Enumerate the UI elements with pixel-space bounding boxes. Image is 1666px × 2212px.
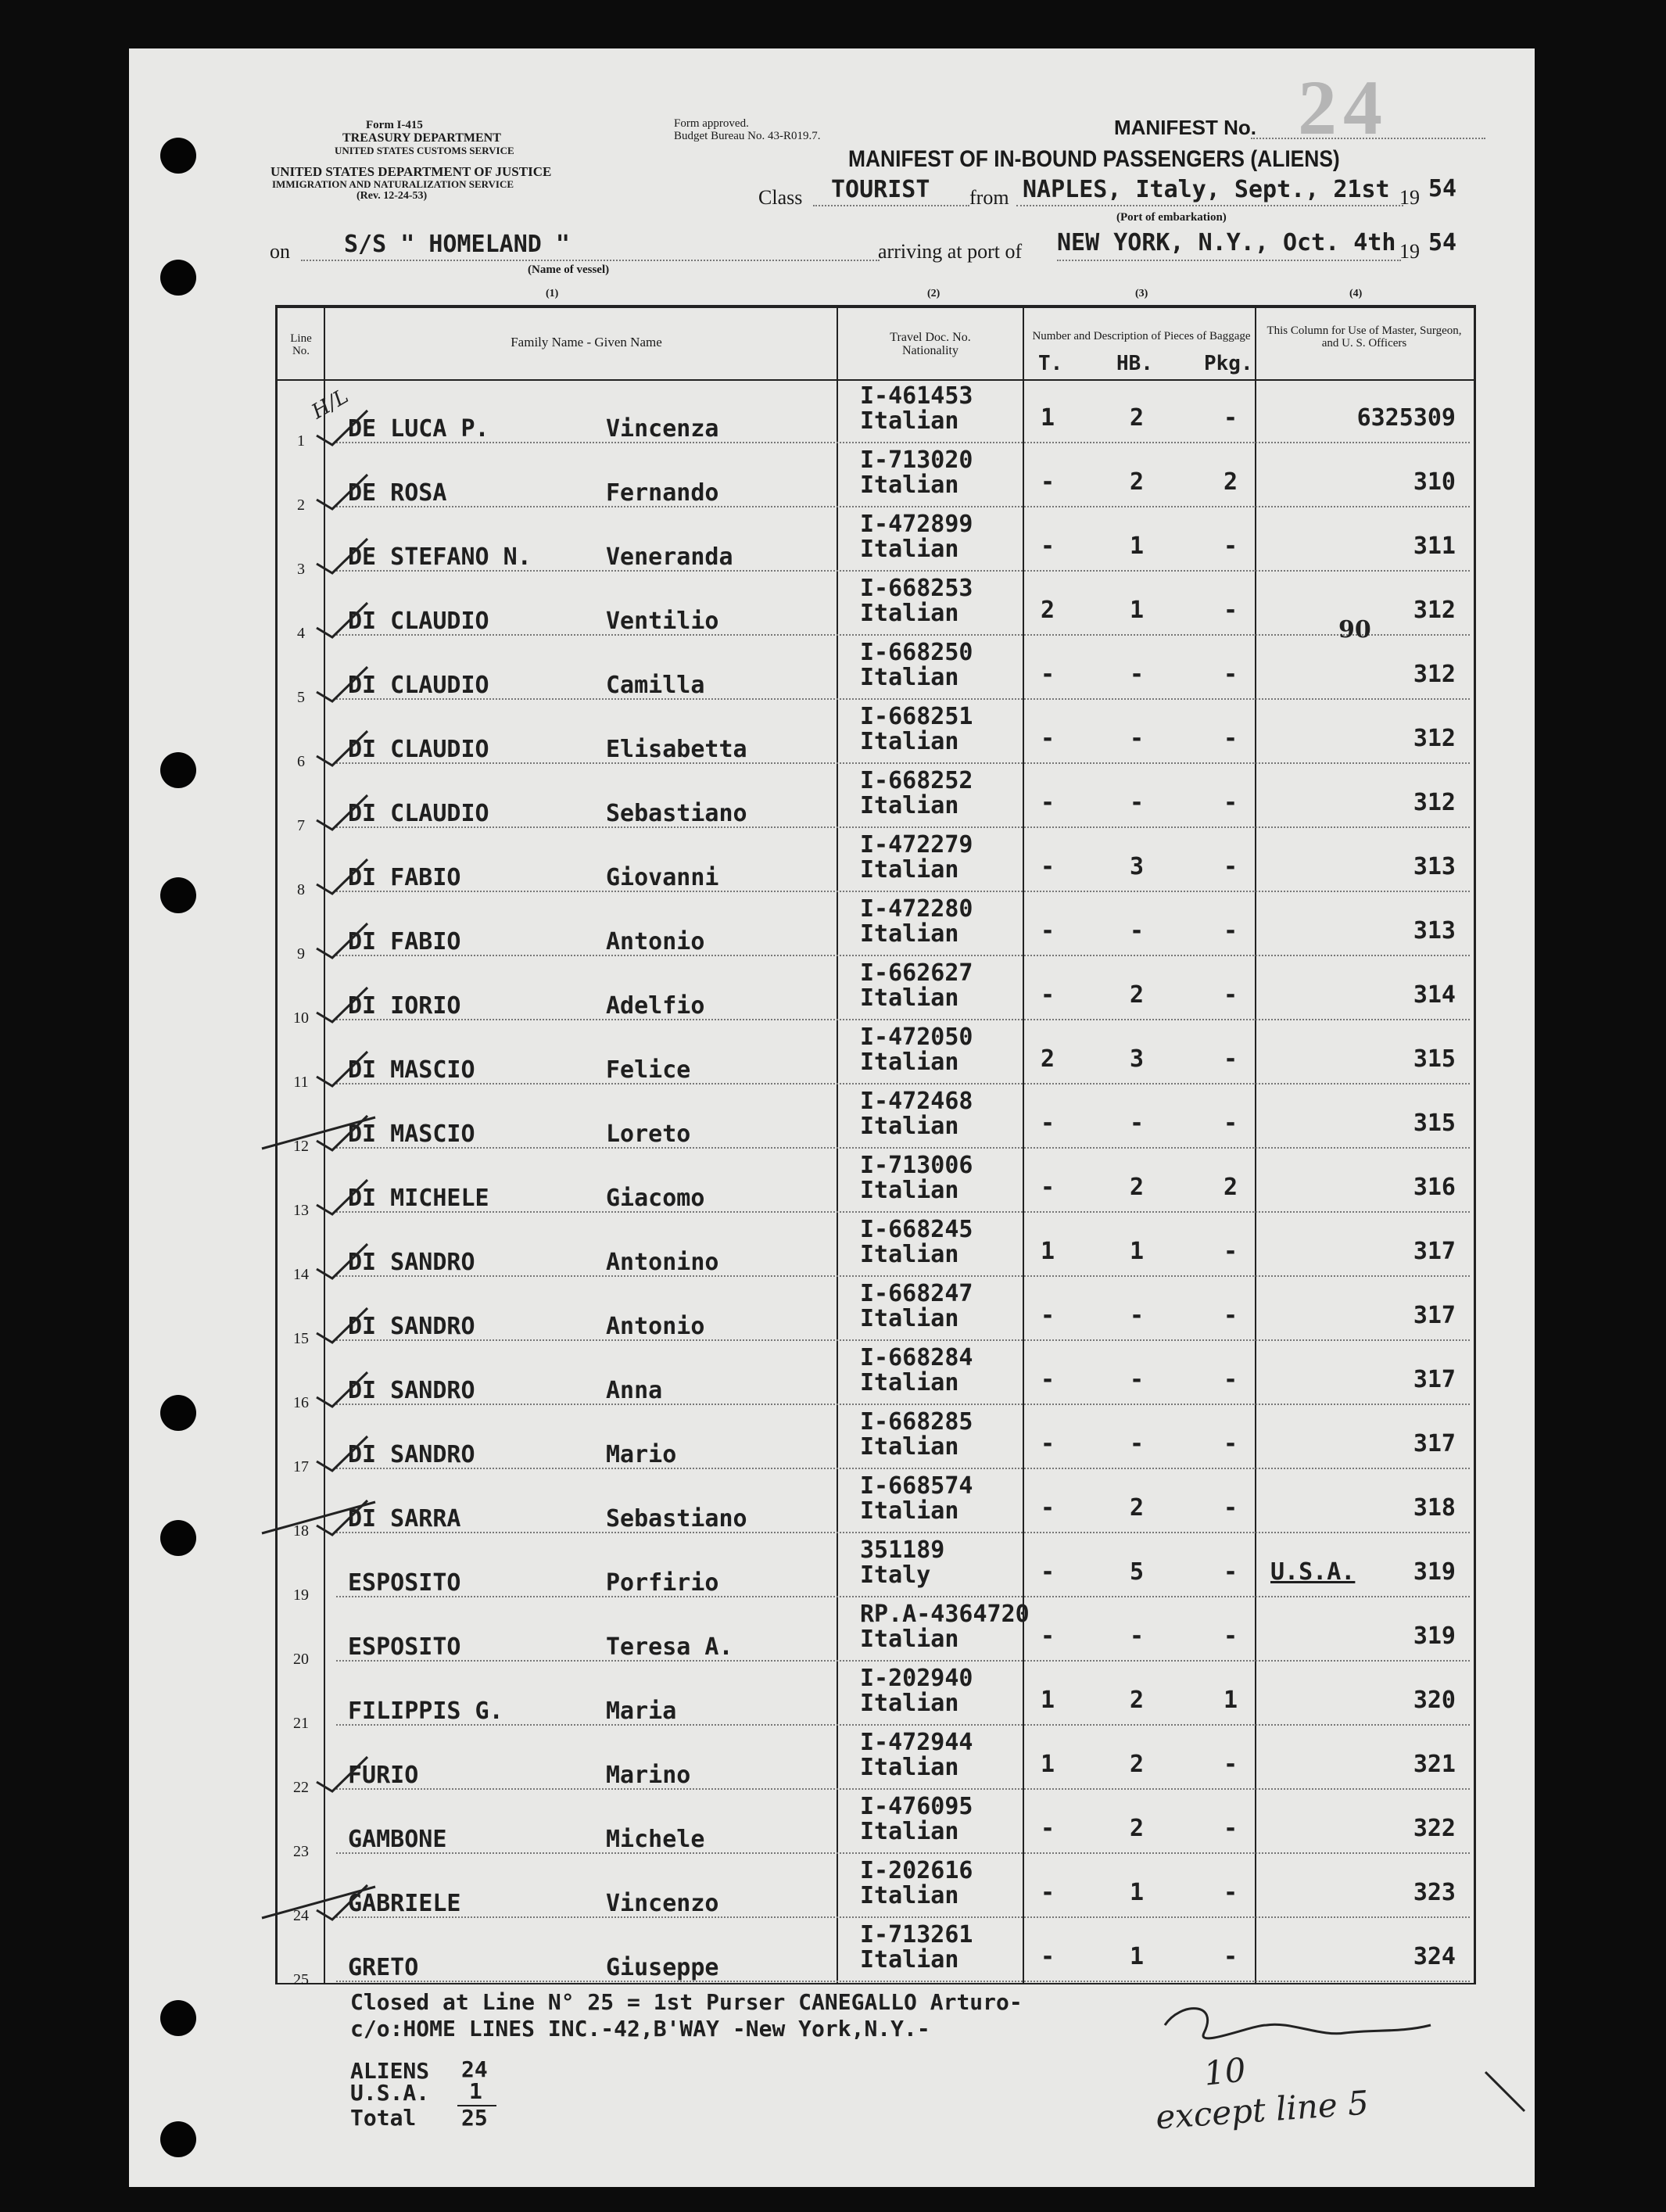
row-given-name: Mario <box>606 1441 677 1468</box>
row-family-name: DI MASCIO <box>348 1056 475 1084</box>
row-given-name: Adelfio <box>606 992 705 1020</box>
row-baggage-pkg: - <box>1223 1751 1238 1778</box>
row-line-number: 22 <box>293 1779 309 1796</box>
row-given-name: Maria <box>606 1698 677 1725</box>
col-num-2: (2) <box>927 288 940 299</box>
row-line-number: 2 <box>297 497 305 514</box>
row-nationality: Italian <box>860 1177 959 1204</box>
row-baggage-hb: - <box>1129 1430 1145 1457</box>
row-nationality: Italian <box>860 1369 959 1396</box>
row-given-name: Ventilio <box>606 608 719 635</box>
row-family-name: DI FABIO <box>348 928 461 955</box>
row-baggage-hb: - <box>1129 1622 1145 1650</box>
row-baggage-hb: 1 <box>1129 1879 1145 1906</box>
row-baggage-hb: 3 <box>1129 1045 1145 1073</box>
row-officer-number: 317 <box>1413 1302 1456 1329</box>
row-nationality: Italian <box>860 1433 959 1461</box>
row-family-name: ESPOSITO <box>348 1633 461 1661</box>
pen-stroke <box>1485 2072 1524 2111</box>
stamp-number: 24 <box>1298 64 1388 151</box>
ins-service: IMMIGRATION AND NATURALIZATION SERVICE <box>272 178 514 190</box>
row-baggage-t: 1 <box>1040 1687 1055 1714</box>
row-line-number: 14 <box>293 1266 309 1283</box>
row-line-number: 25 <box>293 1971 309 1988</box>
row-line-number: 1 <box>297 432 305 450</box>
row-baggage-pkg: - <box>1223 1815 1238 1842</box>
row-baggage-pkg: - <box>1223 1558 1238 1586</box>
row-travel-doc: I-472899 <box>860 511 973 538</box>
row-given-name: Giovanni <box>606 864 719 891</box>
row-baggage-t: - <box>1040 1430 1055 1457</box>
row-family-name: DI CLAUDIO <box>348 736 489 763</box>
from-value: NAPLES, Italy, Sept., 21st <box>1023 176 1390 203</box>
row-family-name: DI SANDRO <box>348 1249 475 1276</box>
row-baggage-pkg: - <box>1223 404 1238 432</box>
row-travel-doc: I-472468 <box>860 1088 973 1115</box>
row-given-name: Vincenza <box>606 415 719 443</box>
check-mark <box>317 795 367 830</box>
row-travel-doc: I-668247 <box>860 1280 973 1307</box>
row-line-number: 5 <box>297 689 305 706</box>
row-travel-doc: RP.A-4364720 <box>860 1601 1030 1628</box>
col-header-t: T. <box>1038 352 1063 375</box>
row-nationality: Italian <box>860 984 959 1012</box>
row-officer-number: 320 <box>1413 1687 1456 1714</box>
row-travel-doc: 351189 <box>860 1536 945 1564</box>
usa-count: 1 <box>469 2078 482 2104</box>
row-baggage-pkg: 2 <box>1223 1174 1238 1201</box>
row-baggage-hb: 2 <box>1129 1815 1145 1842</box>
check-mark <box>317 988 367 1022</box>
row-officer-number: 323 <box>1413 1879 1456 1906</box>
row-travel-doc: I-713261 <box>860 1921 973 1948</box>
row-baggage-pkg: - <box>1223 1943 1238 1970</box>
row-nationality: Italian <box>860 1113 959 1140</box>
arriving-label: arriving at port of <box>878 240 1023 263</box>
row-officer-number: 316 <box>1413 1174 1456 1201</box>
row-baggage-hb: 5 <box>1129 1558 1145 1586</box>
row-family-name: ESPOSITO <box>348 1569 461 1597</box>
row-family-name: DE STEFANO N. <box>348 543 532 571</box>
col-num-3: (3) <box>1135 288 1148 299</box>
row-travel-doc: I-713006 <box>860 1152 973 1179</box>
row-officer-number: 317 <box>1413 1366 1456 1393</box>
row-officer-number: 319 <box>1413 1622 1456 1650</box>
row-nationality: Italy <box>860 1561 931 1589</box>
year-2: 54 <box>1428 229 1457 256</box>
row-line-number: 16 <box>293 1394 309 1411</box>
check-mark <box>317 603 367 637</box>
budget-bureau: Budget Bureau No. 43-R019.7. <box>674 130 821 142</box>
row-family-name: FURIO <box>348 1762 419 1789</box>
row-given-name: Elisabetta <box>606 736 747 763</box>
row-travel-doc: I-472279 <box>860 831 973 859</box>
row-nationality: Italian <box>860 1305 959 1332</box>
total-count: 25 <box>461 2105 488 2131</box>
row-baggage-t: - <box>1040 1622 1055 1650</box>
row-family-name: DI MICHELE <box>348 1185 489 1212</box>
bottom-number: 10 <box>1202 2050 1248 2093</box>
row-line-number: 9 <box>297 945 305 963</box>
row-travel-doc: I-461453 <box>860 382 973 410</box>
row-family-name: DI SARRA <box>348 1505 461 1533</box>
form-approved: Form approved. <box>674 117 749 130</box>
row-travel-doc: I-668574 <box>860 1472 973 1500</box>
on-label: on <box>270 240 290 263</box>
year-prefix-1: 19 <box>1399 186 1420 209</box>
row-line-number: 19 <box>293 1586 309 1604</box>
row-family-name: DI SANDRO <box>348 1377 475 1404</box>
col-header-line-no: Line No. <box>290 332 312 357</box>
col-header-travel-doc: Travel Doc. No. Nationality <box>890 331 971 357</box>
row-baggage-hb: - <box>1129 789 1145 816</box>
row-nationality: Italian <box>860 664 959 691</box>
row-officer-number: 318 <box>1413 1494 1456 1522</box>
row-travel-doc: I-472944 <box>860 1729 973 1756</box>
row-officer-number: 314 <box>1413 981 1456 1009</box>
purser-address: c/o:HOME LINES INC.-42,B'WAY -New York,N.Y.- <box>350 2016 930 2042</box>
col-header-hb: HB. <box>1116 352 1153 375</box>
check-mark <box>317 1052 367 1086</box>
row-family-name: DI MASCIO <box>348 1120 475 1148</box>
row-given-name: Marino <box>606 1762 691 1789</box>
vessel-name: S/S " HOMELAND " <box>344 231 570 258</box>
row-nationality: Italian <box>860 792 959 819</box>
class-value: TOURIST <box>831 176 930 203</box>
row-nationality: Italian <box>860 1882 959 1909</box>
row-family-name: GAMBONE <box>348 1826 447 1853</box>
total-label: Total <box>350 2105 417 2131</box>
dept-treasury: TREASURY DEPARTMENT <box>342 131 501 145</box>
row-nationality: Italian <box>860 920 959 948</box>
row-given-name: Loreto <box>606 1120 691 1148</box>
check-mark <box>317 859 367 894</box>
row-baggage-t: 1 <box>1040 1751 1055 1778</box>
strike-mark <box>262 1887 375 1918</box>
row-baggage-t: 1 <box>1040 404 1055 432</box>
row-nationality: Italian <box>860 1818 959 1845</box>
row-nationality: Italian <box>860 728 959 755</box>
arrival-value: NEW YORK, N.Y., Oct. 4th <box>1057 229 1396 256</box>
row-baggage-t: - <box>1040 1366 1055 1393</box>
row-baggage-t: - <box>1040 725 1055 752</box>
row-officer-number: 311 <box>1413 532 1456 560</box>
row-family-name: DE ROSA <box>348 479 447 507</box>
row-travel-doc: I-476095 <box>860 1793 973 1820</box>
row-travel-doc: I-668284 <box>860 1344 973 1371</box>
dept-justice: UNITED STATES DEPARTMENT OF JUSTICE <box>271 164 552 179</box>
customs-service: UNITED STATES CUSTOMS SERVICE <box>335 145 514 156</box>
row-family-name: DI CLAUDIO <box>348 672 489 699</box>
year-prefix-2: 19 <box>1399 240 1420 263</box>
row-baggage-t: 2 <box>1040 1045 1055 1073</box>
col-num-1: (1) <box>546 288 559 299</box>
row-baggage-pkg: - <box>1223 1045 1238 1073</box>
row-baggage-hb: 2 <box>1129 468 1145 496</box>
row-travel-doc: I-662627 <box>860 959 973 987</box>
row4-mark: 90 <box>1338 616 1371 644</box>
row-baggage-pkg: - <box>1223 1302 1238 1329</box>
row-family-name: GABRIELE <box>348 1890 461 1917</box>
row-officer-number: 317 <box>1413 1238 1456 1265</box>
row-line-number: 7 <box>297 817 305 834</box>
row-family-name: GRETO <box>348 1954 419 1981</box>
check-mark <box>317 1244 367 1278</box>
hl-annotation: H/L <box>307 384 353 425</box>
form-number: Form I-415 <box>366 119 423 131</box>
row-nationality: Italian <box>860 1754 959 1781</box>
check-mark <box>317 667 367 701</box>
row-family-name: DI CLAUDIO <box>348 608 489 635</box>
row-nationality: Italian <box>860 1626 959 1653</box>
row-travel-doc: I-713020 <box>860 446 973 474</box>
row-given-name: Anna <box>606 1377 663 1404</box>
row-baggage-pkg: - <box>1223 1430 1238 1457</box>
row-baggage-pkg: - <box>1223 661 1238 688</box>
check-mark <box>317 731 367 765</box>
row-officer-number: 310 <box>1413 468 1456 496</box>
row-baggage-hb: 3 <box>1129 853 1145 880</box>
row-given-name: Antonio <box>606 1313 705 1340</box>
row-baggage-hb: - <box>1129 1366 1145 1393</box>
row-officer-number: 312 <box>1413 597 1456 624</box>
row-nationality: Italian <box>860 856 959 884</box>
from-label: from <box>969 186 1009 209</box>
row-family-name: DI SANDRO <box>348 1313 475 1340</box>
row-officer-number: 313 <box>1413 853 1456 880</box>
row-nationality: Italian <box>860 407 959 435</box>
row-baggage-t: - <box>1040 917 1055 945</box>
row-baggage-hb: - <box>1129 661 1145 688</box>
row-given-name: Felice <box>606 1056 691 1084</box>
row-line-number: 11 <box>293 1074 309 1091</box>
row-baggage-t: - <box>1040 468 1055 496</box>
row-given-name: Giuseppe <box>606 1954 719 1981</box>
row-baggage-t: - <box>1040 1494 1055 1522</box>
row-nationality: Italian <box>860 1497 959 1525</box>
row-given-name: Fernando <box>606 479 719 507</box>
bottom-note: except line 5 <box>1154 2083 1370 2137</box>
row-baggage-hb: 2 <box>1129 1751 1145 1778</box>
row-family-name: DI SANDRO <box>348 1441 475 1468</box>
row-family-name: DE LUCA P. <box>348 415 489 443</box>
col-num-4: (4) <box>1349 288 1363 299</box>
row-baggage-pkg: - <box>1223 853 1238 880</box>
row-travel-doc: I-668250 <box>860 639 973 666</box>
row-baggage-pkg: - <box>1223 532 1238 560</box>
row-officer-number: 321 <box>1413 1751 1456 1778</box>
row-officer-number: 312 <box>1413 725 1456 752</box>
row-line-number: 15 <box>293 1330 309 1347</box>
row-baggage-hb: 2 <box>1129 404 1145 432</box>
row-baggage-t: - <box>1040 1110 1055 1137</box>
row-line-number: 6 <box>297 753 305 770</box>
row-travel-doc: I-668285 <box>860 1408 973 1436</box>
row-nationality: Italian <box>860 536 959 563</box>
row-baggage-pkg: - <box>1223 789 1238 816</box>
row-nationality: Italian <box>860 1690 959 1717</box>
row-baggage-hb: 2 <box>1129 981 1145 1009</box>
closed-line: Closed at Line N° 25 = 1st Purser CANEGALLO Arturo- <box>350 1989 1023 2015</box>
row-nationality: Italian <box>860 1946 959 1974</box>
row-given-name: Vincenzo <box>606 1890 719 1917</box>
vessel-caption: (Name of vessel) <box>528 264 610 276</box>
usa-label: U.S.A. <box>350 2080 430 2106</box>
row-baggage-t: - <box>1040 981 1055 1009</box>
row-baggage-hb: 1 <box>1129 1238 1145 1265</box>
row-given-name: Sebastiano <box>606 800 747 827</box>
row-given-name: Veneranda <box>606 543 733 571</box>
row-given-name: Camilla <box>606 672 705 699</box>
row-officer-number: 312 <box>1413 789 1456 816</box>
row-baggage-pkg: 1 <box>1223 1687 1238 1714</box>
row-baggage-hb: - <box>1129 1110 1145 1137</box>
check-mark <box>317 1757 367 1791</box>
row-baggage-pkg: - <box>1223 597 1238 624</box>
row-officer-number: 313 <box>1413 917 1456 945</box>
row-officer-number: 324 <box>1413 1943 1456 1970</box>
row-nationality: Italian <box>860 471 959 499</box>
row-baggage-t: 2 <box>1040 597 1055 624</box>
row-baggage-t: - <box>1040 1174 1055 1201</box>
row-baggage-hb: 2 <box>1129 1494 1145 1522</box>
row-travel-doc: I-668252 <box>860 767 973 794</box>
row-baggage-pkg: 2 <box>1223 468 1238 496</box>
row-line-number: 23 <box>293 1843 309 1860</box>
row-nationality: Italian <box>860 1241 959 1268</box>
row-officer-number: 6325309 <box>1356 404 1456 432</box>
col-header-name: Family Name - Given Name <box>511 335 662 350</box>
row-family-name: DI IORIO <box>348 992 461 1020</box>
row-baggage-hb: 1 <box>1129 1943 1145 1970</box>
row-given-name: Teresa A. <box>606 1633 733 1661</box>
check-mark <box>317 475 367 509</box>
row-baggage-t: 1 <box>1040 1238 1055 1265</box>
row-line-number: 12 <box>293 1138 309 1155</box>
row-given-name: Giacomo <box>606 1185 705 1212</box>
manifest-no-label: MANIFEST No. <box>1114 116 1256 139</box>
row-given-name: Sebastiano <box>606 1505 747 1533</box>
aliens-label: ALIENS <box>350 2058 430 2084</box>
row-baggage-pkg: - <box>1223 981 1238 1009</box>
row-officer-number: 317 <box>1413 1430 1456 1457</box>
row-travel-doc: I-668245 <box>860 1216 973 1243</box>
row-baggage-hb: 1 <box>1129 532 1145 560</box>
row-baggage-t: - <box>1040 1558 1055 1586</box>
row-baggage-pkg: - <box>1223 1622 1238 1650</box>
row-family-name: FILIPPIS G. <box>348 1698 503 1725</box>
row-baggage-pkg: - <box>1223 1879 1238 1906</box>
row-line-number: 13 <box>293 1202 309 1219</box>
row-baggage-t: - <box>1040 532 1055 560</box>
row-line-number: 8 <box>297 881 305 898</box>
purser-signature <box>1165 2009 1431 2038</box>
row-officer-number: 322 <box>1413 1815 1456 1842</box>
row-baggage-hb: 2 <box>1129 1687 1145 1714</box>
row-travel-doc: I-668251 <box>860 703 973 730</box>
row-given-name: Michele <box>606 1826 705 1853</box>
row-baggage-pkg: - <box>1223 917 1238 945</box>
check-mark <box>317 923 367 958</box>
row-baggage-pkg: - <box>1223 1366 1238 1393</box>
row-baggage-t: - <box>1040 1302 1055 1329</box>
col-header-pkg: Pkg. <box>1204 352 1253 375</box>
strike-mark <box>262 1502 375 1533</box>
row-travel-doc: I-472050 <box>860 1024 973 1051</box>
row-baggage-t: - <box>1040 1815 1055 1842</box>
row-baggage-t: - <box>1040 1943 1055 1970</box>
row-officer-number: 315 <box>1413 1110 1456 1137</box>
check-mark <box>317 1372 367 1407</box>
row-nationality: Italian <box>860 1049 959 1076</box>
row-line-number: 24 <box>293 1907 309 1924</box>
row-travel-doc: I-202616 <box>860 1857 973 1884</box>
row-officer-number: 312 <box>1413 661 1456 688</box>
row-baggage-t: - <box>1040 661 1055 688</box>
row-given-name: Antonio <box>606 928 705 955</box>
check-mark <box>317 410 367 445</box>
row-baggage-hb: 2 <box>1129 1174 1145 1201</box>
class-label: Class <box>758 186 803 209</box>
row-line-number: 17 <box>293 1458 309 1475</box>
row-baggage-t: - <box>1040 1879 1055 1906</box>
check-mark <box>317 1436 367 1471</box>
row-family-name: DI CLAUDIO <box>348 800 489 827</box>
check-mark <box>317 1308 367 1343</box>
row-line-number: 4 <box>297 625 305 642</box>
row-family-name: DI FABIO <box>348 864 461 891</box>
row-officer-note: U.S.A. <box>1270 1558 1356 1586</box>
strike-mark <box>262 1117 375 1149</box>
row-baggage-t: - <box>1040 853 1055 880</box>
row-baggage-pkg: - <box>1223 1238 1238 1265</box>
check-mark <box>317 1180 367 1214</box>
row-line-number: 10 <box>293 1009 309 1027</box>
manifest-title: MANIFEST OF IN-BOUND PASSENGERS (ALIENS) <box>848 146 1340 172</box>
row-travel-doc: I-472280 <box>860 895 973 923</box>
row-travel-doc: I-668253 <box>860 575 973 602</box>
row-baggage-pkg: - <box>1223 1110 1238 1137</box>
row-baggage-pkg: - <box>1223 1494 1238 1522</box>
year-1: 54 <box>1428 175 1457 203</box>
check-mark <box>317 539 367 573</box>
row-given-name: Antonino <box>606 1249 719 1276</box>
row-travel-doc: I-202940 <box>860 1665 973 1692</box>
row-line-number: 20 <box>293 1651 309 1668</box>
row-nationality: Italian <box>860 600 959 627</box>
row-line-number: 21 <box>293 1715 309 1732</box>
row-baggage-hb: 1 <box>1129 597 1145 624</box>
row-baggage-hb: - <box>1129 917 1145 945</box>
row-baggage-pkg: - <box>1223 725 1238 752</box>
row-baggage-t: - <box>1040 789 1055 816</box>
aliens-count: 24 <box>461 2056 488 2082</box>
row-given-name: Porfirio <box>606 1569 719 1597</box>
col-header-officers: This Column for Use of Master, Surgeon, and U. S. Officers <box>1267 324 1462 350</box>
row-baggage-hb: - <box>1129 1302 1145 1329</box>
embark-caption: (Port of embarkation) <box>1116 211 1227 224</box>
row-officer-number: 315 <box>1413 1045 1456 1073</box>
row-baggage-hb: - <box>1129 725 1145 752</box>
col-header-baggage: Number and Description of Pieces of Baggage <box>1032 330 1251 342</box>
row-line-number: 3 <box>297 561 305 578</box>
row-officer-number: 319 <box>1413 1558 1456 1586</box>
row-line-number: 18 <box>293 1522 309 1540</box>
revision: (Rev. 12-24-53) <box>356 190 428 202</box>
